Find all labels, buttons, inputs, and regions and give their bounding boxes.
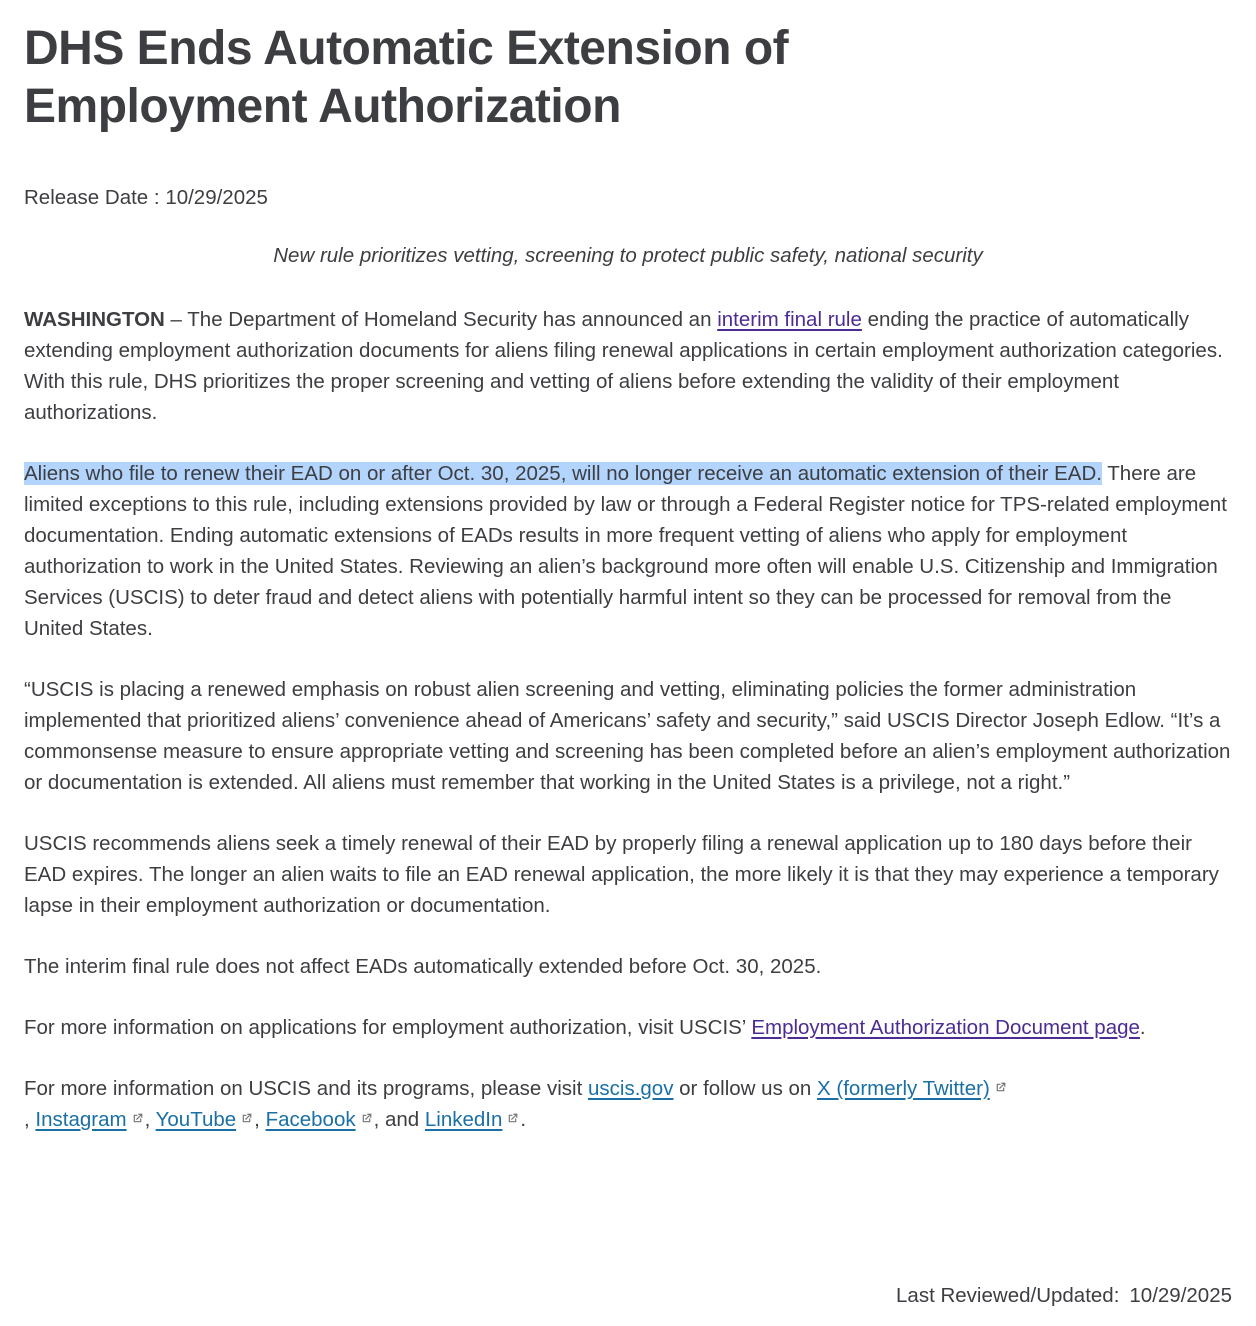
text-segment: For more information on applications for employment authorization, visit USCIS’ [24, 1016, 752, 1039]
release-date [24, 186, 1232, 210]
text-segment: USCIS recommends aliens seek a timely renewal of their EAD by properly filing a renewal application up to 180 days before their EAD expires. The longer an alien waits to file an EAD renewal application, the more likely it is that they may experience a temporary lapse in their employment authorization or documentation. [24, 832, 1219, 917]
text-segment: – The Department of Homeland Security has announced an [164, 308, 718, 331]
text-segment: or follow us on [673, 1077, 818, 1100]
link-linkedin[interactable]: LinkedIn [424, 1108, 503, 1131]
article-body [24, 304, 1232, 1135]
link-employment-authorization-document-page[interactable]: Employment Authorization Document page [751, 1016, 1140, 1039]
text-segment: . [1139, 1016, 1146, 1039]
external-link-icon [240, 1112, 253, 1125]
text-segment: . [520, 1108, 527, 1131]
last-reviewed-label: Last Reviewed/Updated: [896, 1284, 1120, 1307]
text-segment: , and [373, 1108, 425, 1131]
paragraph-2 [24, 458, 1232, 644]
external-link-icon [994, 1081, 1007, 1094]
highlighted-text: Aliens who file to renew their EAD on or after Oct. 30, 2025, will no longer receive an automatic extension of their EAD. [24, 462, 1102, 485]
text-segment: The interim final rule does not affect EADs automatically extended before Oct. 30, 2025. [24, 955, 822, 978]
paragraph-3 [24, 674, 1232, 798]
text-segment: “USCIS is placing a renewed emphasis on robust alien screening and vetting, eliminating policies the former administration implemented that prioritized aliens’ convenience ahead of Americans’ safety and security,” said USCIS Director Joseph Edlow. “It’s a commonsense measure to ensure appropriate vetting and screening has been completed before an alien’s employment authorization or documentation is extended. All aliens must remember that working in the United States is a privilege, not a right.” [24, 678, 1231, 794]
text-segment: , [24, 1108, 36, 1131]
external-link-icon [131, 1112, 144, 1125]
text-segment: For more information on USCIS and its programs, please visit [24, 1077, 588, 1100]
bold-text: WASHINGTON [24, 308, 165, 331]
release-date-value: 10/29/2025 [165, 186, 268, 209]
link-youtube[interactable]: YouTube [155, 1108, 237, 1131]
link-instagram[interactable]: Instagram [35, 1108, 127, 1131]
paragraph-6 [24, 1012, 1232, 1043]
link-facebook[interactable]: Facebook [265, 1108, 356, 1131]
link-uscis-gov[interactable]: uscis.gov [587, 1077, 674, 1100]
release-date-label: Release Date : [24, 186, 160, 209]
page-title: DHS Ends Automatic Extension of Employment Authorization [24, 22, 789, 133]
link-x-formerly-twitter[interactable]: X (formerly Twitter) [817, 1077, 990, 1100]
link-interim-final-rule[interactable]: interim final rule [717, 308, 862, 331]
text-segment: There are limited exceptions to this rule, including extensions provided by law or through a Federal Register notice for TPS-related employment documentation. Ending automatic extensions of EADs results in more frequent vetting of aliens who apply for employment authorization to work in the United States. Reviewing an alien’s background more often will enable U.S. Citizenship and Immigration Services (USCIS) to deter fraud and detect aliens with potentially harmful intent so they can be processed for removal from the United States. [24, 462, 1227, 640]
last-reviewed-date: 10/29/2025 [1129, 1284, 1232, 1307]
paragraph-4 [24, 828, 1232, 921]
text-segment: , [144, 1108, 156, 1131]
text-segment: , [254, 1108, 266, 1131]
text-segment: ending the practice of automatically extending employment authorization documents for aliens filing renewal applications in certain employment authorization categories. With this rule, DHS prioritizes the proper screening and vetting of aliens before extending the validity of their employment authorizations. [24, 308, 1223, 424]
external-link-icon [360, 1112, 373, 1125]
paragraph-5 [24, 951, 1232, 982]
last-reviewed-line [896, 1284, 1232, 1308]
article-subtitle: New rule prioritizes vetting, screening to protect public safety, national security [273, 244, 983, 267]
paragraph-7 [24, 1073, 1232, 1135]
external-link-icon [506, 1112, 519, 1125]
paragraph-1 [24, 304, 1232, 428]
